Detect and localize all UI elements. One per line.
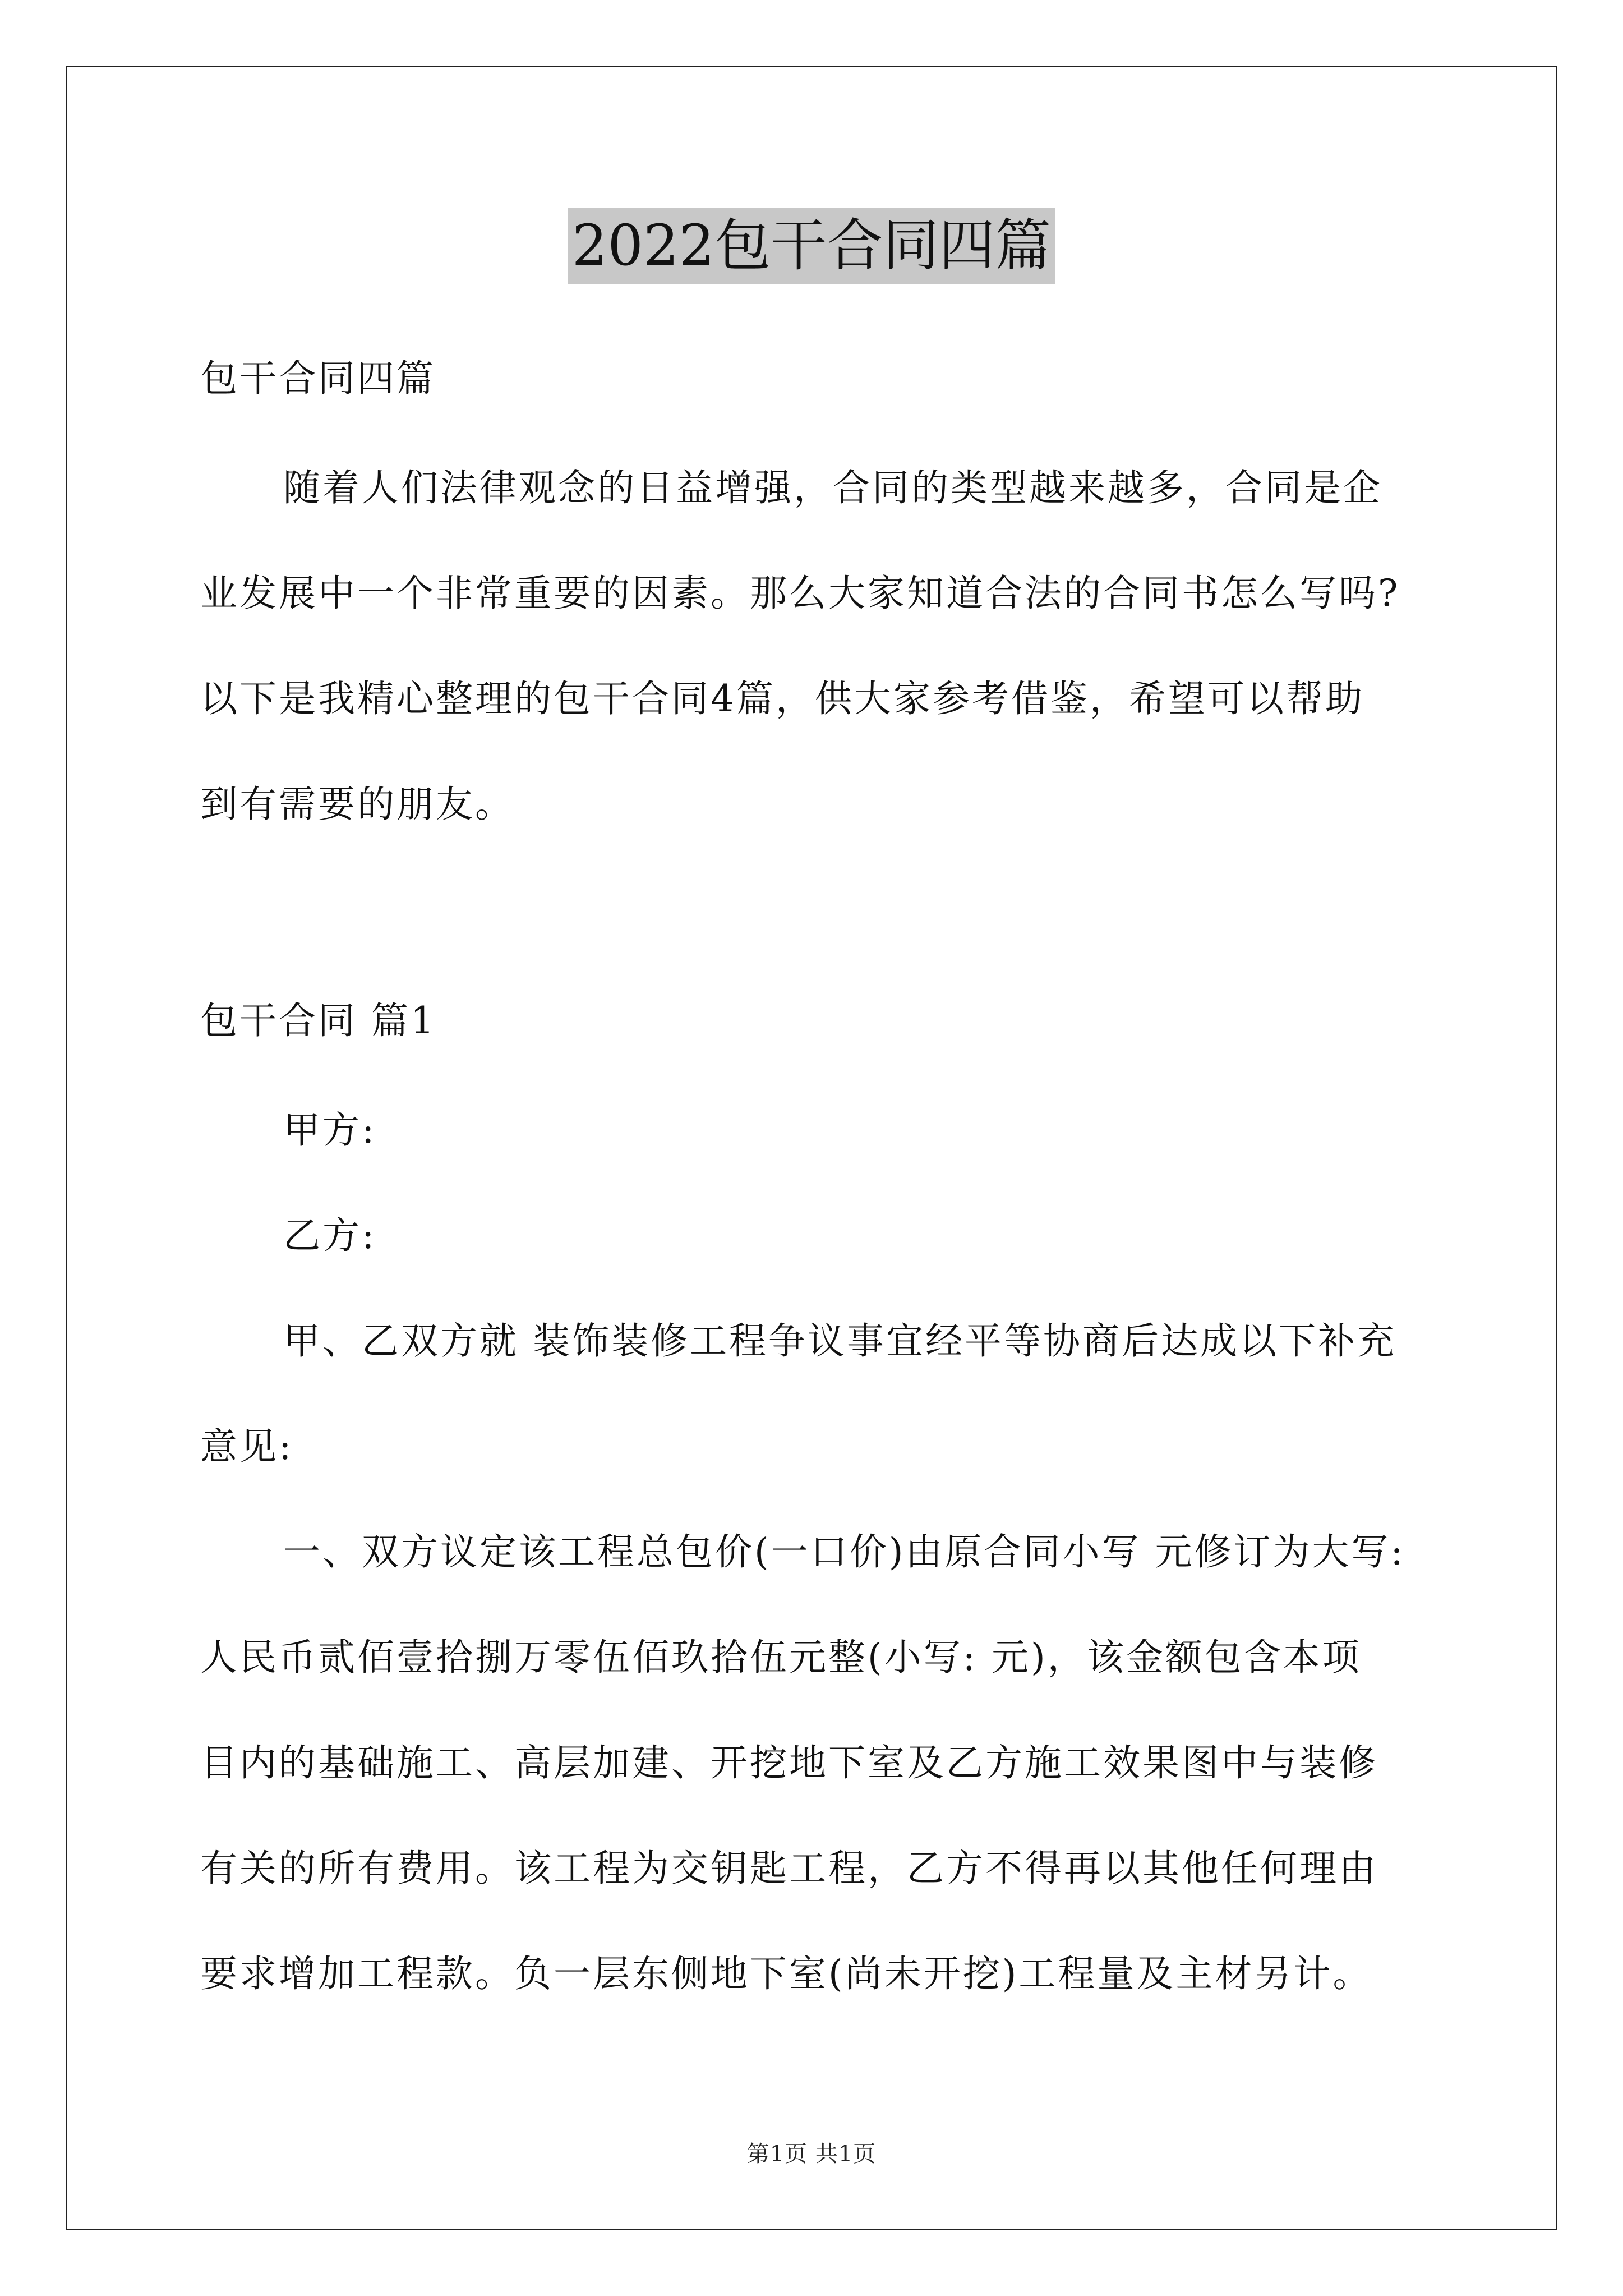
section-heading-part1: 包干合同 篇1 [200,999,436,1042]
intro-line: 业发展中一个非常重要的因素。那么大家知道合法的合同书怎么写吗? [200,572,1400,615]
intro-line: 随着人们法律观念的日益增强，合同的类型越来越多，合同是企 [283,466,1382,509]
party-b-line: 乙方: [283,1214,377,1257]
party-a-line: 甲方: [283,1108,377,1152]
intro-line: 以下是我精心整理的包干合同4篇，供大家参考借鉴，希望可以帮助 [200,677,1364,720]
agreement-line: 甲、乙双方就 装饰装修工程争议事宜经平等协商后达成以下补充 [283,1319,1396,1363]
clause-line: 有关的所有费用。该工程为交钥匙工程，乙方不得再以其他任何理由 [200,1847,1378,1890]
page-footer: 第1页 共1页 [746,2141,877,2167]
clause-line: 目内的基础施工、高层加建、开挖地下室及乙方施工效果图中与装修 [200,1741,1378,1784]
clause-line: 要求增加工程款。负一层东侧地下室(尚未开挖)工程量及主材另计。 [200,1952,1372,1995]
clause-line: 人民币贰佰壹拾捌万零伍佰玖拾伍元整(小写: 元)，该金额包含本项 [200,1636,1362,1679]
title-container [0,208,1623,284]
clause-line: 一、双方议定该工程总包价(一口价)由原合同小写 元修订为大写: [283,1530,1405,1573]
intro-line: 到有需要的朋友。 [200,783,514,826]
agreement-line: 意见: [200,1425,294,1468]
document-title: 2022包干合同四篇 [568,208,1056,284]
section-heading-main: 包干合同四篇 [200,357,436,400]
